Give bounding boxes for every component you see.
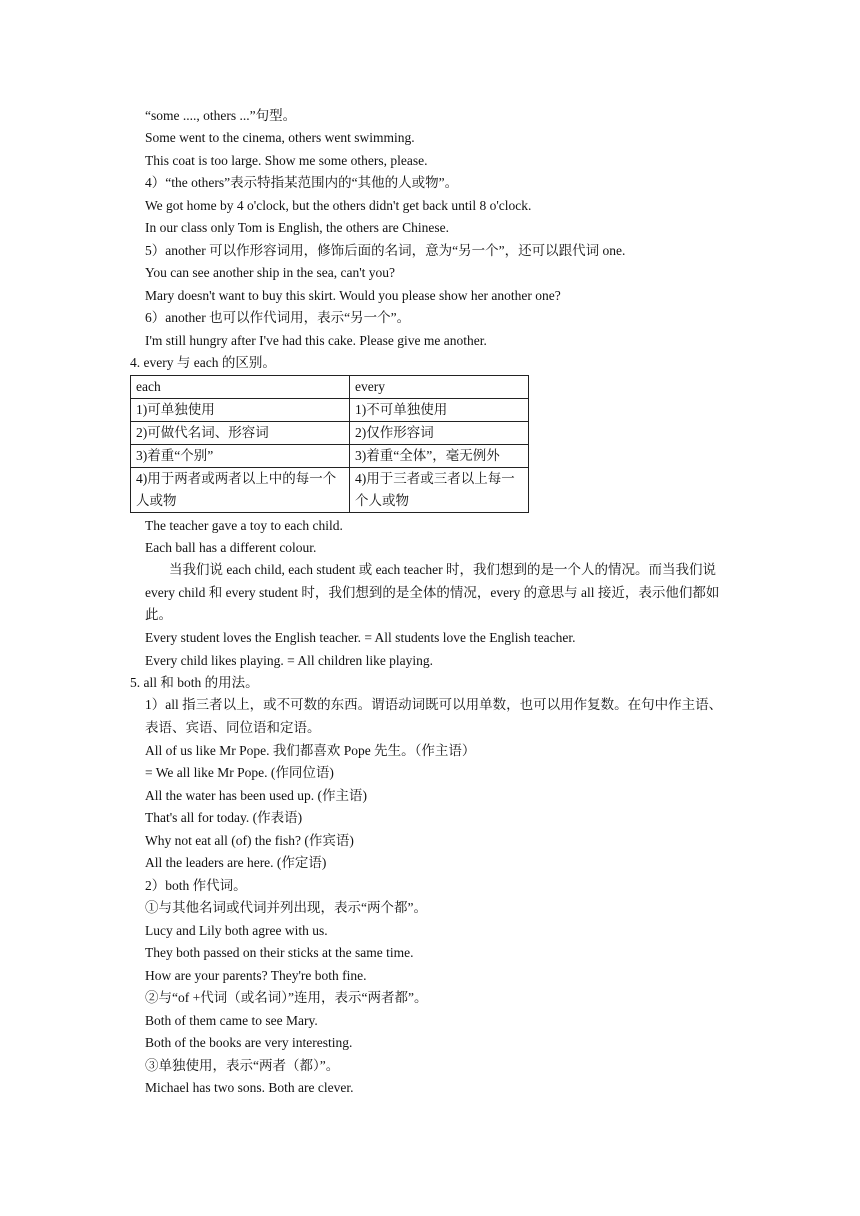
text-line: In our class only Tom is English, the others are Chinese. — [145, 220, 450, 235]
text-line: The teacher gave a toy to each child. — [145, 518, 343, 533]
text-line: “some ...., others ...”句型。 — [145, 108, 297, 123]
table-header-row — [131, 376, 529, 399]
text-line: That's all for today. (作表语) — [145, 810, 303, 825]
text-line: 5）another 可以作形容词用，修饰后面的名词，意为“另一个”，还可以跟代词 one. — [145, 243, 626, 258]
text-line: We got home by 4 o'clock, but the others didn't get back until 8 o'clock. — [145, 198, 532, 213]
text-line: ③单独使用，表示“两者（都）”。 — [145, 1058, 340, 1073]
text-line: Michael has two sons. Both are clever. — [145, 1080, 354, 1095]
text-line: 4）“the others”表示特指某范围内的“其他的人或物”。 — [145, 175, 459, 190]
text-line: Some went to the cinema, others went swimming. — [145, 130, 415, 145]
text-line: They both passed on their sticks at the same time. — [145, 945, 414, 960]
section-heading: 5. all 和 both 的用法。 — [130, 675, 259, 690]
text-line: 2）both 作代词。 — [145, 878, 247, 893]
text-line: All the leaders are here. (作定语) — [145, 855, 327, 870]
table-cell: 4)用于两者或两者以上中的每一个人或物 — [131, 468, 350, 513]
text-line: You can see another ship in the sea, can't you? — [145, 265, 395, 280]
text-line: ①与其他名词或代词并列出现，表示“两个都”。 — [145, 900, 427, 915]
table-cell: 3)着重“全体”，毫无例外 — [350, 445, 529, 468]
text-line: Why not eat all (of) the fish? (作宾语) — [145, 833, 354, 848]
table-cell: 4)用于三者或三者以上每一个人或物 — [350, 468, 529, 513]
table-cell: 1)可单独使用 — [131, 399, 350, 422]
table-header-cell: every — [350, 376, 529, 399]
text-line: This coat is too large. Show me some others, please. — [145, 153, 428, 168]
table-cell: 1)不可单独使用 — [350, 399, 529, 422]
table-row — [131, 468, 529, 513]
explanation-paragraph: 1）all 指三者以上，或不可数的东西。谓语动词既可以用单数，也可以用作复数。在句中作主语、表语、宾语、同位语和定语。 — [145, 697, 723, 735]
text-line: Every student loves the English teacher. = All students love the English teacher. — [145, 630, 576, 645]
text-line: How are your parents? They're both fine. — [145, 968, 367, 983]
text-line: All the water has been used up. (作主语) — [145, 788, 367, 803]
text-line: 6）another 也可以作代词用，表示“另一个”。 — [145, 310, 411, 325]
text-line: Mary doesn't want to buy this skirt. Would you please show her another one? — [145, 288, 561, 303]
text-line: ②与“of +代词（或名词）”连用，表示“两者都”。 — [145, 990, 428, 1005]
table-cell: 2)可做代名词、形容词 — [131, 422, 350, 445]
text-line: Lucy and Lily both agree with us. — [145, 923, 328, 938]
explanation-paragraph: 当我们说 each child, each student 或 each teacher 时，我们想到的是一个人的情况。而当我们说 every child 和 every student 时，我们想到的是全体的情况，every 的意思与 all 接近，表示他们都如此。 — [145, 562, 720, 622]
each-every-table — [130, 375, 529, 513]
table-header-cell: each — [131, 376, 350, 399]
table-cell: 2)仅作形容词 — [350, 422, 529, 445]
section-heading: 4. every 与 each 的区别。 — [130, 355, 276, 370]
text-line: I'm still hungry after I've had this cake. Please give me another. — [145, 333, 487, 348]
table-row — [131, 445, 529, 468]
text-line: Both of them came to see Mary. — [145, 1013, 318, 1028]
table-row — [131, 422, 529, 445]
table-cell: 3)着重“个别” — [131, 445, 350, 468]
text-line: = We all like Mr Pope. (作同位语) — [145, 765, 334, 780]
text-line: All of us like Mr Pope. 我们都喜欢 Pope 先生。（作主语） — [145, 743, 476, 758]
table-row — [131, 399, 529, 422]
text-line: Both of the books are very interesting. — [145, 1035, 353, 1050]
text-line: Every child likes playing. = All children like playing. — [145, 653, 434, 668]
text-line: Each ball has a different colour. — [145, 540, 317, 555]
